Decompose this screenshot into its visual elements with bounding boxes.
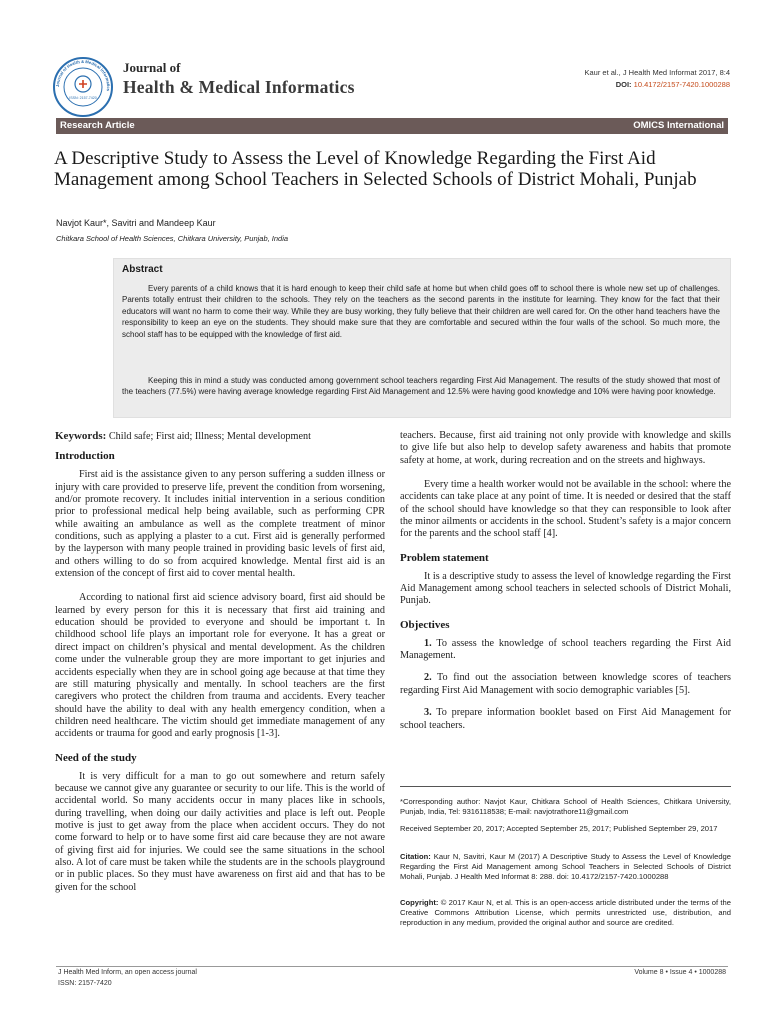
- footer-volume: Volume 8 • Issue 4 • 1000288: [634, 969, 726, 976]
- article-type-label: Research Article: [60, 120, 135, 131]
- objective-item: 1. To assess the knowledge of school teachers regarding the First Aid Management.: [400, 637, 731, 662]
- body-paragraph: It is very difficult for a man to go out somewhere and return safely because we cannot give any guarantee or security to our life. This is the world of accidental world. So many accidents occur in many places like in schools, during travelling, when doing our daily activities and place is left out. People motive is just to get away from the place when accident occurs. They do not come forward to help or to have some first aid care because they are not aware of giving first aid for injuries. We could see the same situations in the school also. A lot of care must be taken while the students are in the schools playground or in public places. So they must have awareness on first aid and that has to be given for the school: [55, 770, 385, 893]
- objective-item: 2. To find out the association between knowledge scores of teachers regarding First Aid Management with socio demographic variables [5].: [400, 672, 731, 696]
- doi-label: DOI:: [615, 80, 632, 89]
- publisher-label: OMICS International: [633, 120, 724, 131]
- keywords-text: Child safe; First aid; Illness; Mental development: [106, 431, 311, 442]
- body-paragraph: It is a descriptive study to assess the level of knowledge regarding the First Aid Management among school teachers in selected schools of District Mohali, Punjab.: [400, 570, 731, 607]
- citation-line: Kaur et al., J Health Med Informat 2017, 8:4: [584, 68, 730, 77]
- need-heading: Need of the study: [55, 751, 137, 764]
- abstract-paragraph: Every parents of a child knows that it is hard enough to keep their child safe at home but when child goes off to school there is whole new set up of challenges. Parents totally entrust their children to the schools. They rely on the teachers as the second parents in the institute for learning. They know for the fact that their educators will want no harm to come their way. While they are busy working, they fully believe that their children are well cared for. On the other hand teachers have the responsibility to keep an eye on the students. They should make sure that they are comfortable and secured within the four walls of the school. So much more, the school staff has to be equipped with the knowledge of first aid.: [122, 284, 720, 339]
- article-type-banner: [56, 118, 728, 134]
- article-title: A Descriptive Study to Assess the Level of Knowledge Regarding the First Aid Management among School Teachers in Selected Schools of District Mohali, Punjab: [54, 148, 697, 190]
- left-column: [55, 430, 385, 894]
- footer-issn: ISSN: 2157-7420: [58, 980, 112, 987]
- doi-link[interactable]: 10.4172/2157-7420.1000288: [633, 80, 730, 89]
- objectives-heading: Objectives: [400, 618, 450, 631]
- objective-item: 3. To prepare information booklet based on First Aid Management for school teachers.: [400, 707, 731, 731]
- keywords-label: Keywords:: [55, 430, 107, 442]
- footnote-divider: [400, 786, 731, 787]
- introduction-heading: Introduction: [55, 450, 115, 463]
- body-paragraph: According to national first aid science advisory board, first aid should be learned by every person for this it is necessary that first aid training and education should be provided to everyone and should be important t. In childhood school life plays an important role for everyone. It has a great or direct impact on children’s physical and mental development. As the children come under the vulnerable group they are more important to get injuries and accidents especially when they are in school going age because at that time they are still maturing physically and mentally. In school teachers are the first caregivers who protect the children from trauma and accidents. Every teacher should have the ability to deal with any health emergency condition, when a children need healthcare. The victim should get immediate management of any accidents or trauma for good and early prognosis [1-3].: [55, 592, 385, 740]
- footer-divider: [56, 966, 728, 967]
- journal-logo: [52, 56, 114, 118]
- received-dates: Received September 20, 2017; Accepted September 25, 2017; Published September 29, 2017: [400, 824, 718, 833]
- authors: Navjot Kaur*, Savitri and Mandeep Kaur: [56, 218, 216, 228]
- right-column: [400, 430, 731, 732]
- affiliation: Chitkara School of Health Sciences, Chitkara University, Punjab, India: [56, 234, 289, 243]
- abstract-paragraph: Keeping this in mind a study was conducted among government school teachers regarding First Aid Management. The results of the study showed that most of the teachers (77.5%) were having average knowledge regarding First Aid Management and 12.5% were having good knowledge and 10% were having poor knowledge.: [122, 376, 720, 397]
- keywords: [55, 430, 385, 443]
- body-paragraph: First aid is the assistance given to any person suffering a sudden illness or injury with care provided to preserve life, prevent the condition from worsening, and/or promote recovery. It includes initial intervention in a serious condition prior to professional medical help being available, such as performing CPR while awaiting an ambulance as well as the complete treatment of minor conditions, such as applying a plaster to a cut. First aid is generally performed by the layperson with many people trained in providing basic levels of first aid, and others willing to do so from acquired knowledge. Mental first aid is an extension of the concept of first aid to cover mental health.: [55, 469, 385, 580]
- footer-journal: J Health Med Inform, an open access journal: [58, 969, 197, 976]
- abstract-heading: Abstract: [122, 264, 163, 275]
- journal-name: Health & Medical Informatics: [123, 77, 355, 97]
- corresponding-author: *Corresponding author: Navjot Kaur, Chitkara School of Health Sciences, Chitkara University, Punjab, India, Tel: 9316118538; E-mail: navjotrathore11@gmail.com: [400, 797, 731, 817]
- doi-line: [616, 80, 730, 89]
- copyright-note: Copyright: © 2017 Kaur N, et al. This is an open-access article distributed under the terms of the Creative Commons Attribution License, which permits unrestricted use, distribution, and reproduction in any medium, provided the original author and source are credited.: [400, 898, 731, 928]
- body-paragraph: teachers. Because, first aid training not only provide with knowledge and skills to give life but also help to develop safety awareness and habits that promote safety at home, at work, during recreation and on the streets and highways.: [400, 430, 731, 466]
- journal-of-label: Journal of: [123, 60, 181, 75]
- problem-heading: Problem statement: [400, 551, 489, 564]
- citation-note: Citation: Kaur N, Savitri, Kaur M (2017) A Descriptive Study to Assess the Level of Knowledge Regarding the First Aid Management among School Teachers in Selected Schools of District Mohali, Punjab. J Health Med Informat 8: 288. doi: 10.4172/2157-7420.1000288: [400, 852, 731, 882]
- body-paragraph: Every time a health worker would not be available in the school: where the accidents can take place at any point of time. It is needed or desired that the staff of the school should have knowledge so that they can responsible to look after the minor ailments or accidents in the school. Student’s safety is a major concern for the parents and the school staff [4].: [400, 479, 731, 540]
- logo-issn: ISSN: 2157-7420: [69, 96, 97, 100]
- logo-ring-text: Journal of Health & Medical Informatics: [54, 58, 112, 92]
